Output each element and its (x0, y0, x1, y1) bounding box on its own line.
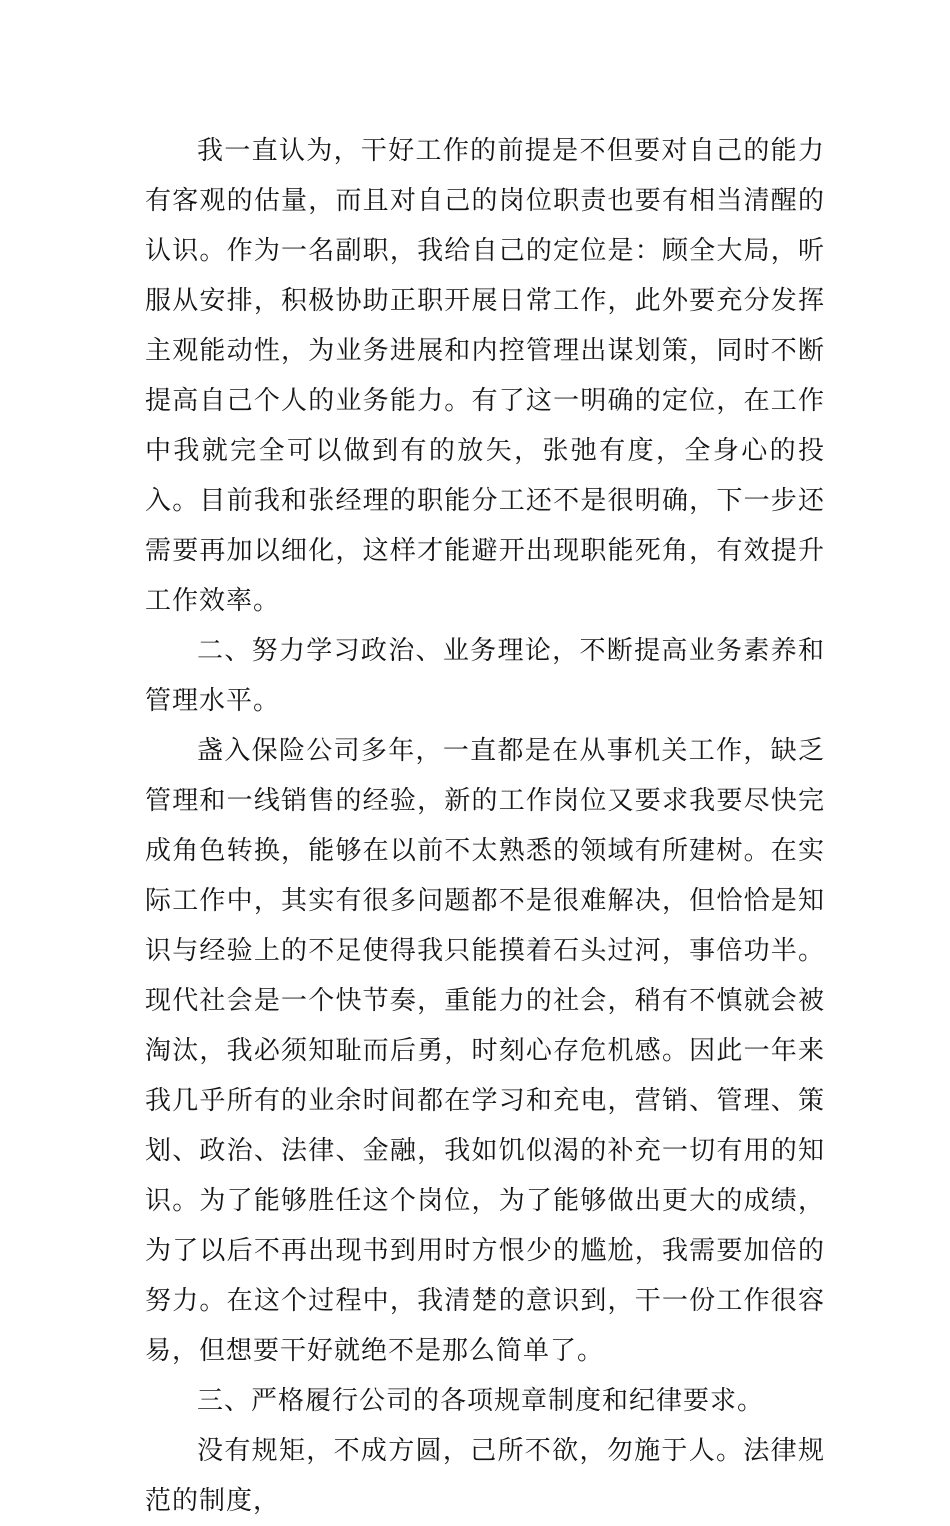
document-body (145, 126, 825, 1526)
paragraph-role-positioning: 我一直认为，干好工作的前提是不但要对自己的能力有客观的估量，而且对自己的岗位职责也要有相当清醒的认识。作为一名副职，我给自己的定位是：顾全大局，听服从安排，积极协助正职开展日常工作，此外要充分发挥主观能动性，为业务进展和内控管理出谋划策，同时不断提高自己个人的业务能力。有了这一明确的定位，在工作中我就完全可以做到有的放矢，张弛有度，全身心的投入。目前我和张经理的职能分工还不是很明确，下一步还需要再加以细化，这样才能避开出现职能死角，有效提升工作效率。 (145, 136, 825, 616)
paragraph-learning: 盏入保险公司多年，一直都是在从事机关工作，缺乏管理和一线销售的经验，新的工作岗位又要求我要尽快完成角色转换，能够在以前不太熟悉的领域有所建树。在实际工作中，其实有很多问题都不是很难解决，但恰恰是知识与经验上的不足使得我只能摸着石头过河，事倍功半。现代社会是一个快节奏，重能力的社会，稍有不慎就会被淘汰，我必须知耻而后勇，时刻心存危机感。因此一年来我几乎所有的业余时间都在学习和充电，营销、管理、策划、政治、法律、金融，我如饥似渴的补充一切有用的知识。为了能够胜任这个岗位，为了能够做出更大的成绩，为了以后不再出现书到用时方恨少的尴尬，我需要加倍的努力。在这个过程中，我清楚的意识到，干一份工作很容易，但想要干好就绝不是那么简单了。 (145, 736, 825, 1366)
heading-section-three: 三、严格履行公司的各项规章制度和纪律要求。 (197, 1386, 765, 1416)
heading-section-two: 二、努力学习政治、业务理论，不断提高业务素养和管理水平。 (145, 636, 825, 716)
paragraph-rules: 没有规矩，不成方圆，己所不欲，勿施于人。法律规范的制度， (145, 1436, 825, 1516)
